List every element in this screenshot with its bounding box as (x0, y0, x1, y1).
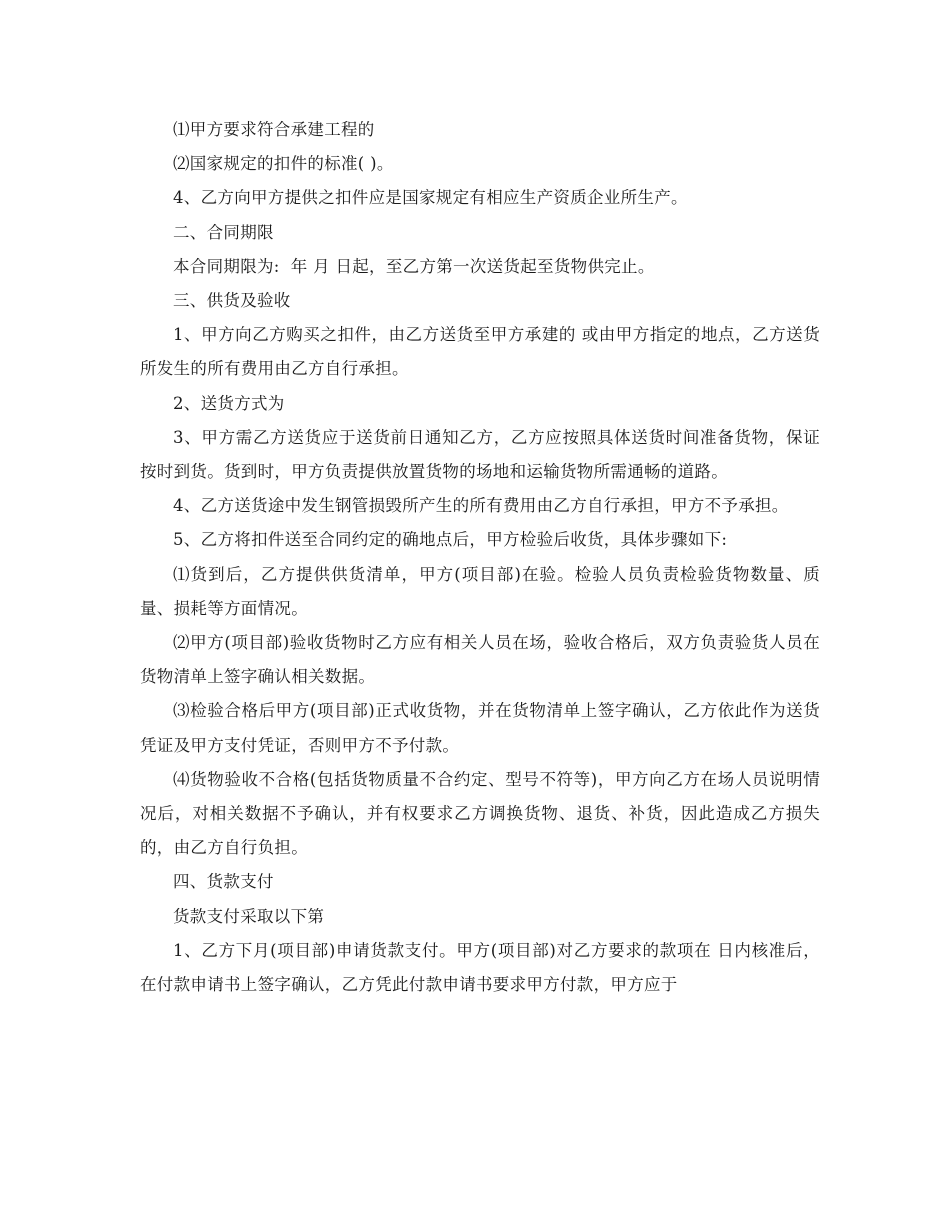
section-heading: 三、供货及验收 (173, 291, 291, 311)
paragraph: 4、乙方向甲方提供之扣件应是国家规定有相应生产资质企业所生产。 (173, 188, 688, 208)
paragraph: 本合同期限为: 年 月 日起，至乙方第一次送货起至货物供完止。 (173, 256, 655, 276)
section-heading: 四、货款支付 (173, 872, 274, 892)
paragraph: 3、甲方需乙方送货应于送货前日通知乙方，乙方应按照具体送货时间准备货物，保证按时到货。货到时，甲方负责提供放置货物的场地和运输货物所需通畅的道路。 (140, 427, 820, 482)
paragraph: ⑷货物验收不合格(包括货物质量不合约定、型号不符等)，甲方向乙方在场人员说明情况后，对相关数据不予确认，并有权要求乙方调换货物、退货、补货，因此造成乙方损失的，由乙方自行负担。 (140, 769, 820, 858)
paragraph: 1、甲方向乙方购买之扣件，由乙方送货至甲方承建的 或由甲方指定的地点，乙方送货所发生的所有费用由乙方自行承担。 (140, 325, 820, 379)
paragraph: ⑴货到后，乙方提供供货清单，甲方(项目部)在验。检验人员负责检验货物数量、质量、损耗等方面情况。 (140, 564, 820, 618)
paragraph: 5、乙方将扣件送至合同约定的确地点后，甲方检验后收货，具体步骤如下: (173, 530, 728, 550)
paragraph: 2、送货方式为 (173, 393, 285, 413)
paragraph: 1、乙方下月(项目部)申请货款支付。甲方(项目部)对乙方要求的款项在 日内核准后，在付款申请书上签字确认，乙方凭此付款申请书要求甲方付款，甲方应于 (140, 940, 820, 995)
paragraph: ⑵甲方(项目部)验收货物时乙方应有相关人员在场，验收合格后，双方负责验货人员在货物清单上签字确认相关数据。 (140, 633, 820, 687)
paragraph: ⑴甲方要求符合承建工程的 (173, 120, 375, 139)
paragraph: 货款支付采取以下第 (173, 906, 325, 926)
paragraph: ⑵国家规定的扣件的标准( )。 (173, 154, 394, 174)
document-body (140, 113, 820, 1002)
paragraph: 4、乙方送货途中发生钢管损毁所产生的所有费用由乙方自行承担，甲方不予承担。 (173, 496, 789, 516)
section-heading: 二、合同期限 (173, 222, 274, 242)
paragraph: ⑶检验合格后甲方(项目部)正式收货物，并在货物清单上签字确认，乙方依此作为送货凭证及甲方支付凭证，否则甲方不予付款。 (140, 701, 820, 755)
